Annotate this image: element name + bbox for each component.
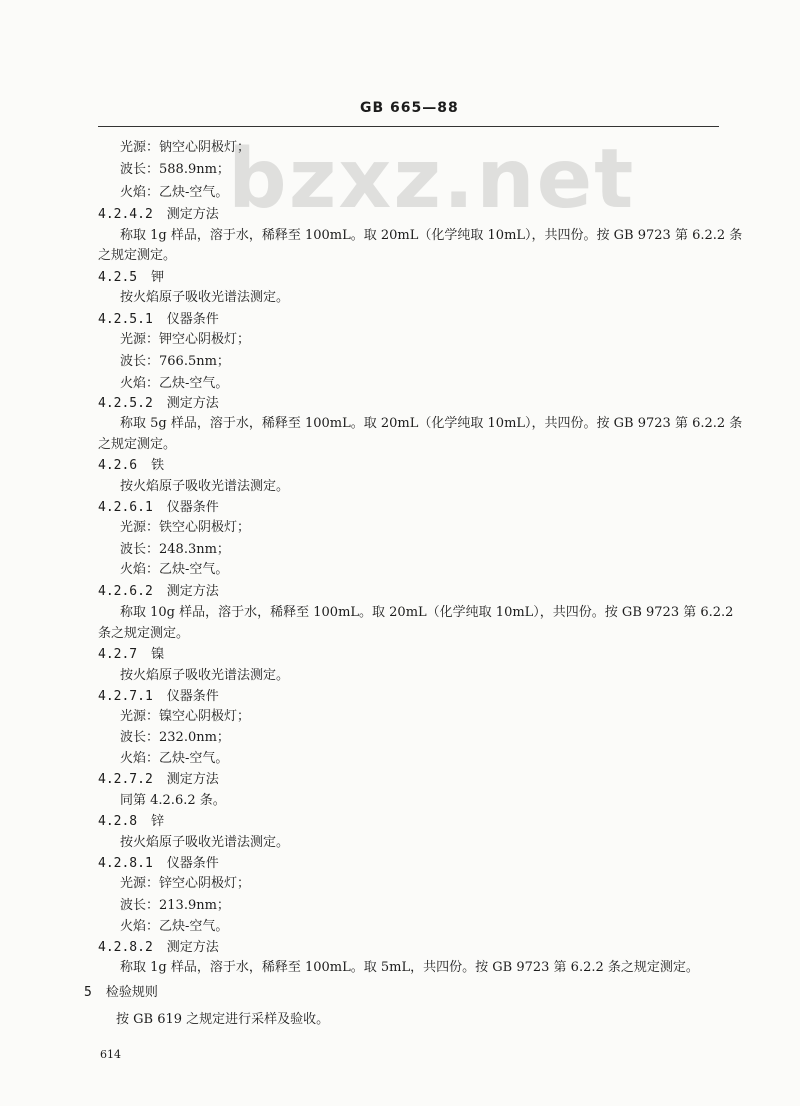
body-line <box>120 290 289 306</box>
line-text: 波长：232.0nm； <box>120 730 230 745</box>
section-number: 4.2.5.1 <box>98 312 153 327</box>
line-text: 测定方法 <box>166 207 219 222</box>
section-heading <box>98 940 219 956</box>
line-text: 测定方法 <box>166 940 219 955</box>
line-text: 条之规定测定。 <box>98 626 190 641</box>
body-line <box>120 542 230 558</box>
body-line <box>98 626 189 642</box>
watermark: bzxz.net <box>228 132 636 227</box>
document-header: GB 665—88 <box>360 100 459 116</box>
line-text: 波长：213.9nm； <box>120 898 230 913</box>
page-number: 614 <box>100 1048 121 1061</box>
body-line <box>120 162 230 178</box>
line-text: 火焰：乙炔-空气。 <box>120 562 229 577</box>
line-text: 波长：588.9nm； <box>120 162 230 177</box>
line-text: 按火焰原子吸收光谱法测定。 <box>120 668 290 683</box>
body-line <box>120 228 742 244</box>
body-line <box>120 562 228 578</box>
section-number: 4.2.6 <box>98 458 138 473</box>
section-heading <box>98 270 164 286</box>
line-text: 按火焰原子吸收光谱法测定。 <box>120 479 290 494</box>
body-line <box>120 793 226 809</box>
line-text: 火焰：乙炔-空气。 <box>120 751 229 766</box>
line-text: 测定方法 <box>166 584 219 599</box>
body-line <box>120 140 250 156</box>
body-line <box>120 416 742 432</box>
body-line <box>120 730 230 746</box>
body-line <box>116 1012 329 1028</box>
line-text: 火焰：乙炔-空气。 <box>120 376 229 391</box>
section-number: 4.2.7.1 <box>98 689 153 704</box>
body-line <box>98 248 176 264</box>
line-text: 同第 4.2.6.2 条。 <box>120 793 226 808</box>
line-text: 火焰：乙炔-空气。 <box>120 919 229 934</box>
section-number: 4.2.4.2 <box>98 207 153 222</box>
section-heading <box>98 396 219 412</box>
line-text: 之规定测定。 <box>98 437 177 452</box>
line-text: 按火焰原子吸收光谱法测定。 <box>120 290 290 305</box>
section-heading <box>98 312 219 328</box>
line-text: 按 GB 619 之规定进行采样及验收。 <box>116 1012 330 1027</box>
body-line <box>120 919 228 935</box>
body-line <box>120 835 289 851</box>
section-number: 4.2.7.2 <box>98 772 153 787</box>
line-text: 火焰：乙炔-空气。 <box>120 185 229 200</box>
body-line <box>120 876 250 892</box>
line-text: 称取 10g 样品，溶于水，稀释至 100mL。取 20mL（化学纯取 10mL），共四份。按 GB 9723 第 6.2.2 <box>120 605 734 620</box>
body-line <box>120 709 250 725</box>
section-heading <box>84 985 158 1001</box>
line-text: 仪器条件 <box>166 689 219 704</box>
line-text: 仪器条件 <box>166 500 219 515</box>
section-number: 4.2.8 <box>98 814 138 829</box>
line-text: 检验规则 <box>105 985 158 1000</box>
body-line <box>120 185 228 201</box>
line-text: 光源：铁空心阴极灯； <box>120 520 251 535</box>
section-number: 4.2.7 <box>98 647 138 662</box>
line-text: 称取 5g 样品，溶于水，稀释至 100mL。取 20mL（化学纯取 10mL），共四份。按 GB 9723 第 6.2.2 条 <box>120 416 743 431</box>
body-line <box>120 332 250 348</box>
header-rule <box>98 126 719 127</box>
line-text: 镍 <box>151 647 165 662</box>
body-line <box>98 437 176 453</box>
line-text: 波长：766.5nm； <box>120 354 230 369</box>
line-text: 仪器条件 <box>166 312 219 327</box>
line-text: 光源：镍空心阴极灯； <box>120 709 251 724</box>
section-heading <box>98 856 219 872</box>
line-text: 按火焰原子吸收光谱法测定。 <box>120 835 290 850</box>
body-line <box>120 605 733 621</box>
line-text: 钾 <box>151 270 165 285</box>
section-heading <box>98 458 164 474</box>
line-text: 测定方法 <box>166 772 219 787</box>
section-heading <box>98 500 219 516</box>
line-text: 光源：锌空心阴极灯； <box>120 876 251 891</box>
line-text: 测定方法 <box>166 396 219 411</box>
line-text: 光源：钠空心阴极灯； <box>120 140 251 155</box>
body-line <box>120 960 699 976</box>
body-line <box>120 354 230 370</box>
section-number: 4.2.5.2 <box>98 396 153 411</box>
body-line <box>120 898 230 914</box>
body-line <box>120 668 289 684</box>
section-number: 4.2.5 <box>98 270 138 285</box>
section-number: 5 <box>84 985 92 1000</box>
section-number: 4.2.6.1 <box>98 500 153 515</box>
section-heading <box>98 814 164 830</box>
body-line <box>120 376 228 392</box>
line-text: 波长：248.3nm； <box>120 542 230 557</box>
line-text: 称取 1g 样品，溶于水，稀释至 100mL。取 5mL，共四份。按 GB 9723 第 6.2.2 条之规定测定。 <box>120 960 699 975</box>
section-number: 4.2.8.2 <box>98 940 153 955</box>
section-heading <box>98 647 164 663</box>
section-number: 4.2.6.2 <box>98 584 153 599</box>
line-text: 铁 <box>151 458 165 473</box>
line-text: 锌 <box>151 814 165 829</box>
section-heading <box>98 689 219 705</box>
body-line <box>120 751 228 767</box>
body-line <box>120 479 289 495</box>
section-heading <box>98 772 219 788</box>
section-heading <box>98 584 219 600</box>
line-text: 称取 1g 样品，溶于水，稀释至 100mL。取 20mL（化学纯取 10mL），共四份。按 GB 9723 第 6.2.2 条 <box>120 228 743 243</box>
line-text: 仪器条件 <box>166 856 219 871</box>
body-line <box>120 520 250 536</box>
section-heading <box>98 207 219 223</box>
line-text: 之规定测定。 <box>98 248 177 263</box>
section-number: 4.2.8.1 <box>98 856 153 871</box>
line-text: 光源：钾空心阴极灯； <box>120 332 251 347</box>
